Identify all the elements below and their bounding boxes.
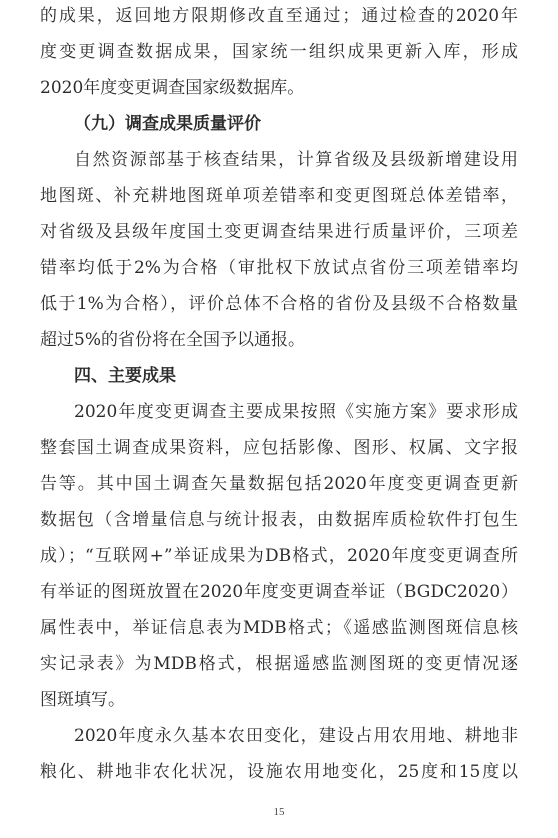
paragraph-line: 地图斑、补充耕地图斑单项差错率和变更图斑总体差错率， xyxy=(40,186,518,206)
paragraph-line: 粮化、耕地非农化状况，设施农用地变化，25度和15度以 xyxy=(40,762,518,782)
paragraph-line: 图斑填写。 xyxy=(40,690,125,710)
paragraph-line: 的成果，返回地方限期修改直至通过；通过检查的2020年 xyxy=(40,6,518,26)
paragraph-line: 2020年度变更调查国家级数据库。 xyxy=(40,78,305,98)
paragraph-line: 度变更调查数据成果，国家统一组织成果更新入库，形成 xyxy=(40,42,518,62)
paragraph-line: 2020年度变更调查主要成果按照《实施方案》要求形成 xyxy=(74,402,518,422)
paragraph-line: 低于1%为合格），评价总体不合格的省份及县级不合格数量 xyxy=(40,294,518,314)
paragraph-line: 错率均低于2%为合格（审批权下放试点省份三项差错率均 xyxy=(40,258,518,278)
section-heading: 四、主要成果 xyxy=(74,366,176,386)
paragraph-line: 实记录表》为MDB格式，根据遥感监测图斑的变更情况逐 xyxy=(40,654,518,674)
section-heading: （九）调查成果质量评价 xyxy=(74,114,261,134)
paragraph-line: 有举证的图斑放置在2020年度变更调查举证（BGDC2020） xyxy=(40,582,518,602)
page-number: 15 xyxy=(273,806,285,818)
paragraph-line: 成）；“互联网+”举证成果为DB格式，2020年度变更调查所 xyxy=(40,546,518,566)
paragraph-line: 自然资源部基于核查结果，计算省级及县级新增建设用 xyxy=(74,150,518,170)
paragraph-line: 数据包（含增量信息与统计报表，由数据库质检软件打包生 xyxy=(40,510,518,530)
paragraph-line: 超过5%的省份将在全国予以通报。 xyxy=(40,330,305,350)
paragraph-line: 属性表中，举证信息表为MDB格式；《遥感监测图斑信息核 xyxy=(40,618,518,638)
paragraph-line: 对省级及县级年度国土变更调查结果进行质量评价，三项差 xyxy=(40,222,518,242)
paragraph-line: 整套国土调查成果资料，应包括影像、图形、权属、文字报 xyxy=(40,438,518,458)
paragraph-line: 告等。其中国土调查矢量数据包括2020年度变更调查更新 xyxy=(40,474,518,494)
paragraph-line: 2020年度永久基本农田变化，建设占用农用地、耕地非 xyxy=(74,726,518,746)
